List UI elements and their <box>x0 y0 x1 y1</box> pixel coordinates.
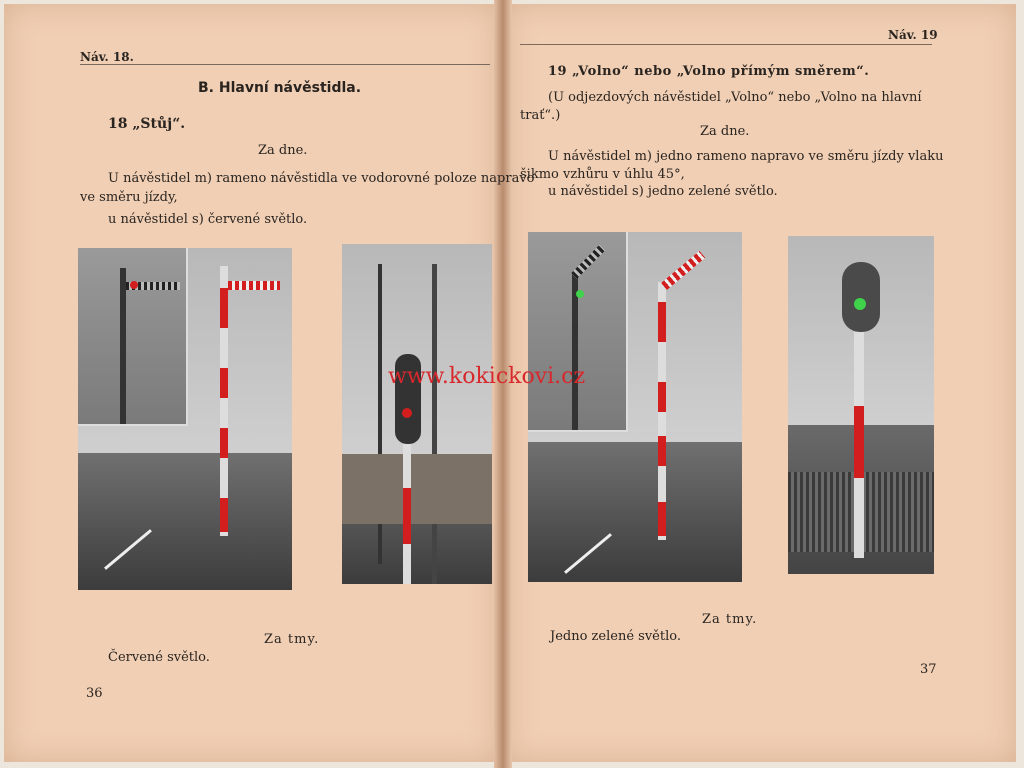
left-night-label: Za tmy. <box>264 632 320 647</box>
right-note-line2: trať“.) <box>520 108 561 123</box>
right-night-label: Za tmy. <box>702 612 758 627</box>
left-para1-line1: U návěstidel m) rameno návěstidla ve vodorovné poloze napravo <box>108 171 535 186</box>
photo-semaphore-clear <box>528 232 742 582</box>
right-note-line1: (U odjezdových návěstidel „Volno“ nebo „Volno na hlavní <box>548 90 922 105</box>
section-title: B. Hlavní návěstidla. <box>198 80 362 96</box>
green-light-signal-head <box>842 262 880 332</box>
inset-detail-photo-clear <box>528 232 628 432</box>
signal-18-title: 18 „Stůj“. <box>108 116 186 132</box>
right-para2: u návěstidel s) jedno zelené světlo. <box>548 184 778 199</box>
left-para2: u návěstidel s) červené světlo. <box>108 212 308 227</box>
right-header-rule <box>520 44 932 45</box>
left-day-label: Za dne. <box>258 143 308 158</box>
right-para1-line1: U návěstidel m) jedno rameno napravo ve směru jízdy vlaku <box>548 149 944 164</box>
right-night-text: Jedno zelené světlo. <box>550 629 681 644</box>
right-page-number: 37 <box>920 662 937 677</box>
right-page-header: Náv. 19 <box>888 28 938 42</box>
right-day-label: Za dne. <box>700 124 750 139</box>
left-page-number: 36 <box>86 686 103 701</box>
left-header-rule <box>80 64 490 65</box>
watermark-text: www.kokickovi.cz <box>388 364 586 389</box>
photo-light-signal-green <box>788 236 934 574</box>
inset-detail-photo <box>78 248 188 426</box>
left-night-text: Červené světlo. <box>108 650 210 665</box>
left-para1-line2: ve směru jízdy, <box>80 190 178 205</box>
right-para1-line2: šikmo vzhůru v úhlu 45°, <box>520 167 685 182</box>
left-page-header: Náv. 18. <box>80 50 134 64</box>
photo-semaphore-stop <box>78 248 292 590</box>
photo-light-signal-red <box>342 244 492 584</box>
signal-19-title: 19 „Volno“ nebo „Volno přímým směrem“. <box>548 64 870 79</box>
